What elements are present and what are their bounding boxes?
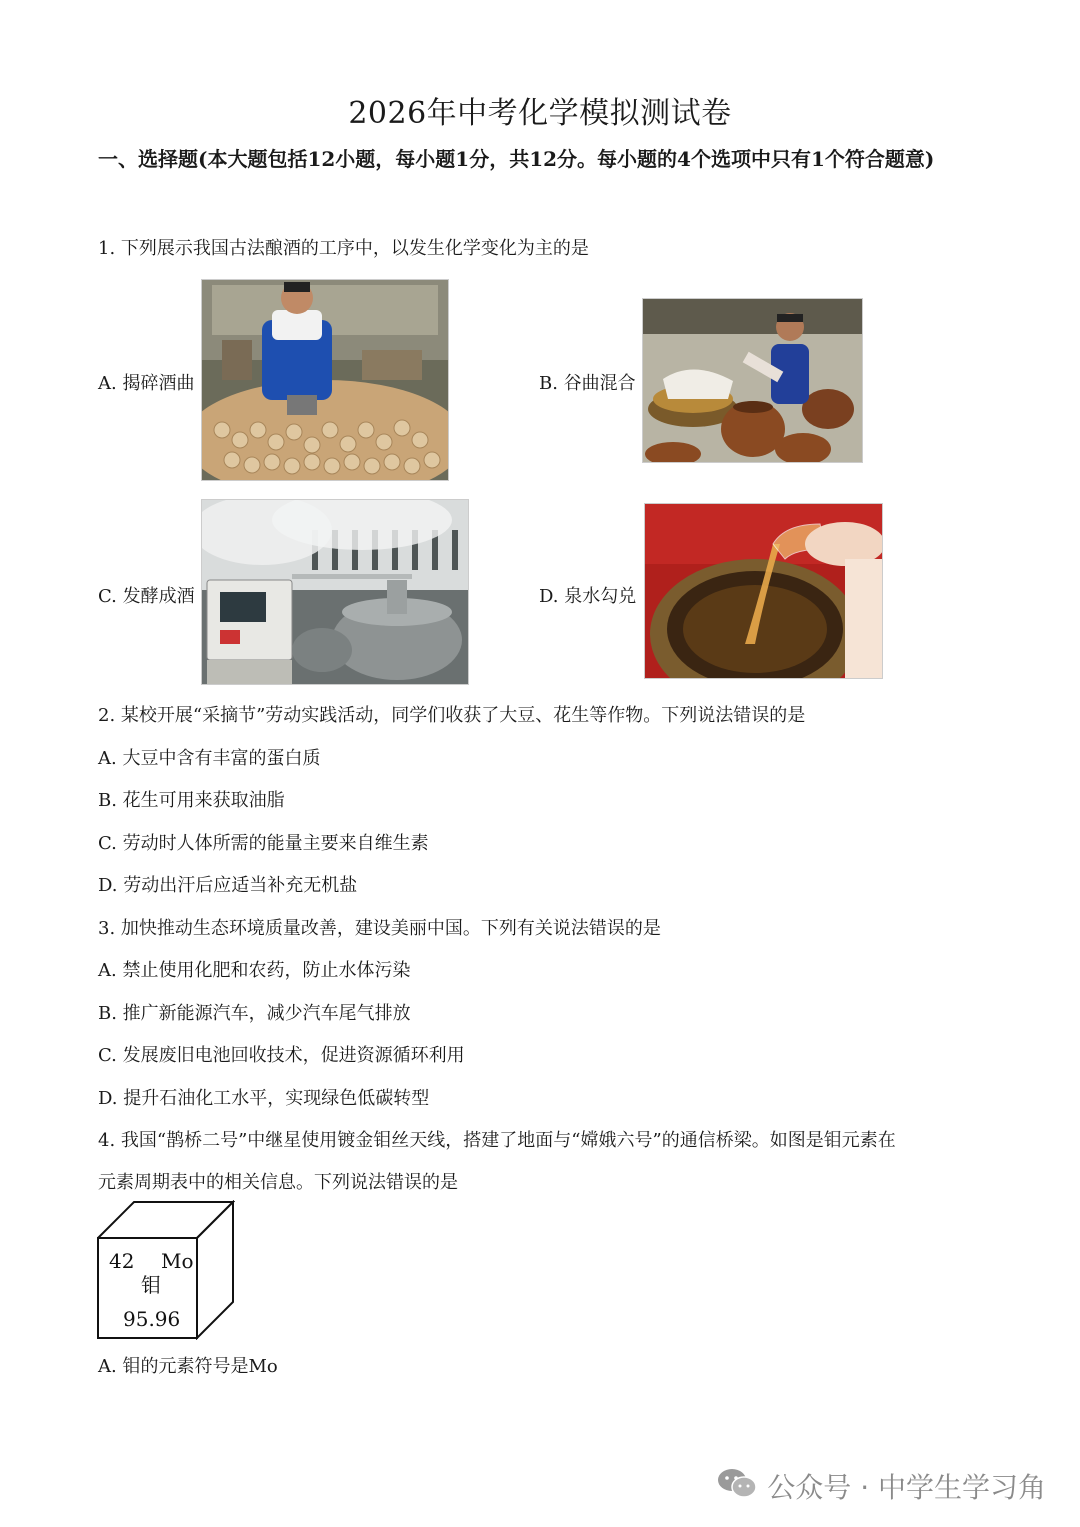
element-symbol: Mo: [161, 1249, 194, 1273]
q1-option-a-photo: [201, 279, 449, 481]
q3-option-d: D. 提升石油化工水平，实现绿色低碳转型: [98, 1088, 430, 1109]
q1-option-c-photo: [201, 499, 469, 685]
q3-stem: 3. 加快推动生态环境质量改善，建设美丽中国。下列有关说法错误的是: [98, 918, 661, 939]
q1-option-d-photo: [644, 503, 883, 679]
q2-option-d: D. 劳动出汗后应适当补充无机盐: [98, 875, 358, 896]
q4-stem-line-2: 元素周期表中的相关信息。下列说法错误的是: [98, 1172, 458, 1193]
q3-option-b: B. 推广新能源汽车，减少汽车尾气排放: [98, 1003, 411, 1024]
q3-option-c: C. 发展废旧电池回收技术，促进资源循环利用: [98, 1045, 465, 1066]
page-title: 2026年中考化学模拟测试卷: [348, 96, 732, 131]
q4-option-a: A. 钼的元素符号是Mo: [98, 1356, 278, 1377]
q2-option-b: B. 花生可用来获取油脂: [98, 790, 285, 811]
element-atomic-mass: 95.96: [123, 1307, 181, 1331]
q1-option-b-photo: [642, 298, 863, 463]
q2-stem: 2. 某校开展“采摘节”劳动实践活动，同学们收获了大豆、花生等作物。下列说法错误的是: [98, 705, 806, 726]
q1-option-d-label: D. 泉水勾兑: [539, 586, 637, 607]
q4-stem-line-1: 4. 我国“鹊桥二号”中继星使用镀金钼丝天线，搭建了地面与“嫦娥六号”的通信桥梁。如图是钼元素在: [98, 1130, 896, 1151]
q1-option-c-label: C. 发酵成酒: [98, 586, 195, 607]
element-name: 钼: [141, 1273, 161, 1297]
q3-option-a: A. 禁止使用化肥和农药，防止水体污染: [98, 960, 411, 981]
q1-stem: 1. 下列展示我国古法酿酒的工序中，以发生化学变化为主的是: [98, 238, 589, 259]
periodic-table-cell: [97, 1200, 235, 1340]
wechat-icon: [717, 1467, 757, 1506]
q2-option-a: A. 大豆中含有丰富的蛋白质: [98, 748, 321, 769]
element-atomic-number: 42: [109, 1249, 135, 1273]
watermark: [717, 1466, 1046, 1506]
q2-option-c: C. 劳动时人体所需的能量主要来自维生素: [98, 833, 429, 854]
watermark-text: 公众号 · 中学生学习角: [767, 1471, 1046, 1504]
q1-option-b-label: B. 谷曲混合: [539, 373, 636, 394]
q1-option-a-label: A. 揭碎酒曲: [98, 373, 195, 394]
section-heading: 一、选择题(本大题包括12小题，每小题1分，共12分。每小题的4个选项中只有1个符合题意): [98, 147, 935, 171]
